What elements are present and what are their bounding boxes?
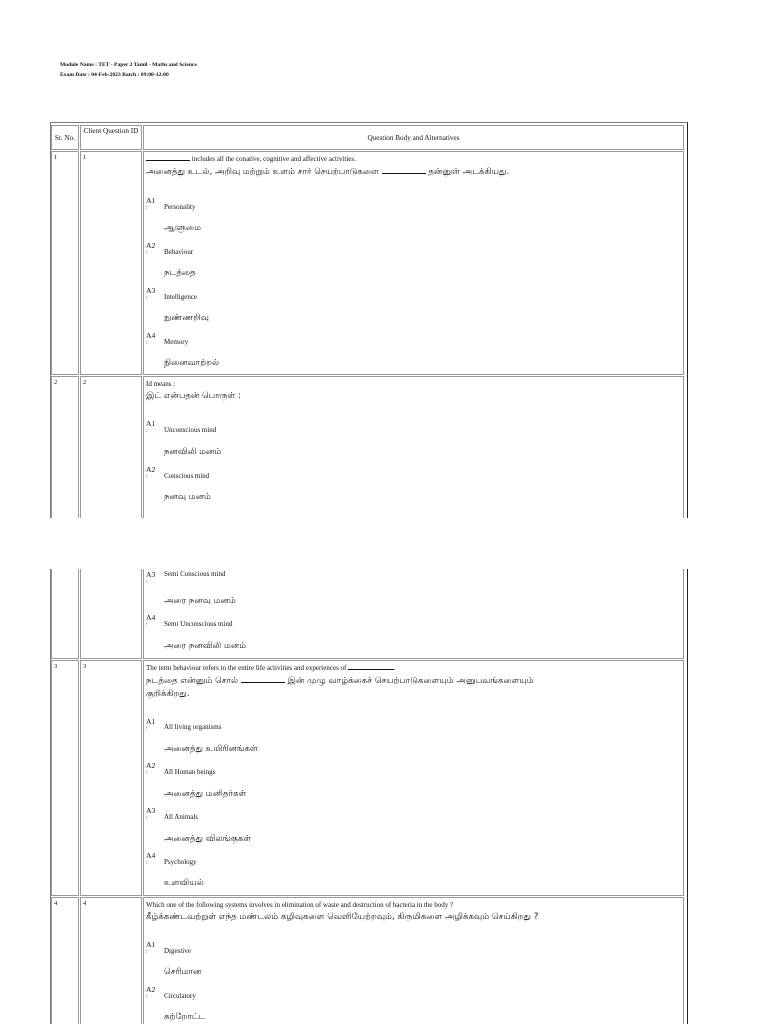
- table-row: [51, 660, 687, 896]
- option-text-ta: அனைத்து உயிரினங்கள்: [164, 744, 258, 754]
- page-header: [60, 60, 197, 80]
- option-text-en: All Animals: [164, 813, 199, 821]
- option-text-en: Behaviour: [164, 248, 194, 256]
- question-body-continued: [143, 569, 684, 659]
- table-row: [51, 151, 687, 375]
- option-text-en: Psychology: [164, 858, 197, 866]
- option-label: A2 :: [146, 761, 156, 776]
- option-text-ta: நினைவாற்றல்: [164, 358, 220, 368]
- option-text-ta: செரிமான: [164, 967, 202, 977]
- sr-no: 3: [51, 660, 79, 896]
- question-text-ta: நடத்தை என்னும் சொல் இன் முழு வாழ்க்கைச் செயற்பாடுகளையும் அனுபவங்களையும்: [146, 676, 534, 686]
- question-table-page-2: [50, 569, 688, 1024]
- sr-no: 1: [51, 151, 79, 375]
- option-text-ta: ஆளுமை: [164, 223, 202, 233]
- client-question-id: 1: [80, 151, 142, 375]
- question-table-page-1: [50, 122, 688, 518]
- option-text-en: Personality: [164, 203, 196, 211]
- option-text-ta: நனவு மனம்: [164, 492, 211, 502]
- option-label: A3 :: [146, 570, 156, 585]
- option-text-ta: சுற்றோட்ட: [164, 1012, 206, 1022]
- option-label: A4 :: [146, 331, 156, 346]
- table-header-row: [51, 125, 687, 150]
- question-text-en: Which one of the following systems involves in elimination of waste and destruction of bacteria in the body ?: [146, 901, 454, 909]
- option-text-en: Semi Unconscious mind: [164, 620, 233, 628]
- option-text-ta: அரை நனவு மனம்: [164, 596, 236, 606]
- option-text-en: All Human beings: [164, 768, 216, 776]
- option-label: A1 :: [146, 196, 156, 211]
- sr-no-cell: [51, 569, 79, 659]
- question-text-ta-line2: குறிக்கிறது.: [146, 689, 190, 699]
- table-row: [51, 897, 687, 1024]
- option-label: A1 :: [146, 717, 156, 732]
- option-label: A4 :: [146, 851, 156, 866]
- table-row: [51, 569, 687, 659]
- col-header-body: Question Body and Alternatives: [143, 125, 684, 150]
- option-label: A3 :: [146, 806, 156, 821]
- client-question-id: 3: [80, 660, 142, 896]
- option-text-en: Intelligence: [164, 293, 198, 301]
- question-text-ta: அனைத்து உடல், அறிவு மற்றும் உளம் சார் செயற்பாடுகளை தன்னுள் அடக்கியது.: [146, 167, 510, 177]
- option-text-ta: உளவியல்: [164, 878, 204, 888]
- col-header-client-id: Client Question ID: [80, 125, 142, 150]
- option-label: A2 :: [146, 241, 156, 256]
- question-body: [143, 151, 684, 375]
- sr-no: 2: [51, 376, 79, 518]
- question-text-en: The term behaviour refers to the entire life activities and experiences of .: [146, 664, 396, 672]
- option-label: A1 :: [146, 419, 156, 434]
- option-text-en: Conscious mind: [164, 472, 210, 480]
- option-text-en: Semi Conscious mind: [164, 570, 226, 578]
- question-text-ta: கீழ்க்கண்டவற்றுள் எந்த மண்டலம் கழிவுகளை வெளியேற்றவும், கிருமிகளை அழிக்கவும் செய்கிறது ?: [146, 912, 539, 922]
- option-text-ta: நடத்தை: [164, 268, 196, 278]
- table-row: [51, 376, 687, 518]
- client-question-id: 4: [80, 897, 142, 1024]
- client-id-cell: [80, 569, 142, 659]
- exam-date-batch: Exam Date : 04-Feb-2023 Batch : 09:00-12:00: [60, 72, 169, 78]
- option-label: A2 :: [146, 465, 156, 480]
- client-question-id: 2: [80, 376, 142, 518]
- option-label: A1 :: [146, 940, 156, 955]
- option-label: A4 :: [146, 613, 156, 628]
- question-body: [143, 897, 684, 1024]
- option-text-en: Digestive: [164, 947, 191, 955]
- question-text-en: includes all the conative, cognitive and affective activities.: [146, 155, 356, 163]
- option-label: A3 :: [146, 286, 156, 301]
- question-text-en: Id means :: [146, 380, 176, 388]
- option-text-en: All living organisms: [164, 723, 222, 731]
- module-name: Module Name : TET - Paper 2 Tamil - Maths and Science: [60, 62, 197, 68]
- option-text-ta: அரை நனவிலி மனம்: [164, 641, 247, 651]
- question-body: [143, 660, 684, 896]
- option-text-en: Memory: [164, 338, 189, 346]
- option-text-en: Circulatory: [164, 992, 196, 1000]
- option-text-ta: நனவிலி மனம்: [164, 447, 222, 457]
- col-header-srno: Sr. No.: [51, 125, 79, 150]
- option-text-ta: அனைத்து விலங்குகள்: [164, 834, 252, 844]
- option-label: A2 :: [146, 985, 156, 1000]
- sr-no: 4: [51, 897, 79, 1024]
- question-body: [143, 376, 684, 518]
- option-text-ta: அனைத்து மனிதர்கள்: [164, 789, 247, 799]
- question-text-ta: இட் என்பதன் பொருள் :: [146, 391, 241, 401]
- option-text-ta: நுண்ணறிவு: [164, 313, 209, 323]
- option-text-en: Unconscious mind: [164, 426, 217, 434]
